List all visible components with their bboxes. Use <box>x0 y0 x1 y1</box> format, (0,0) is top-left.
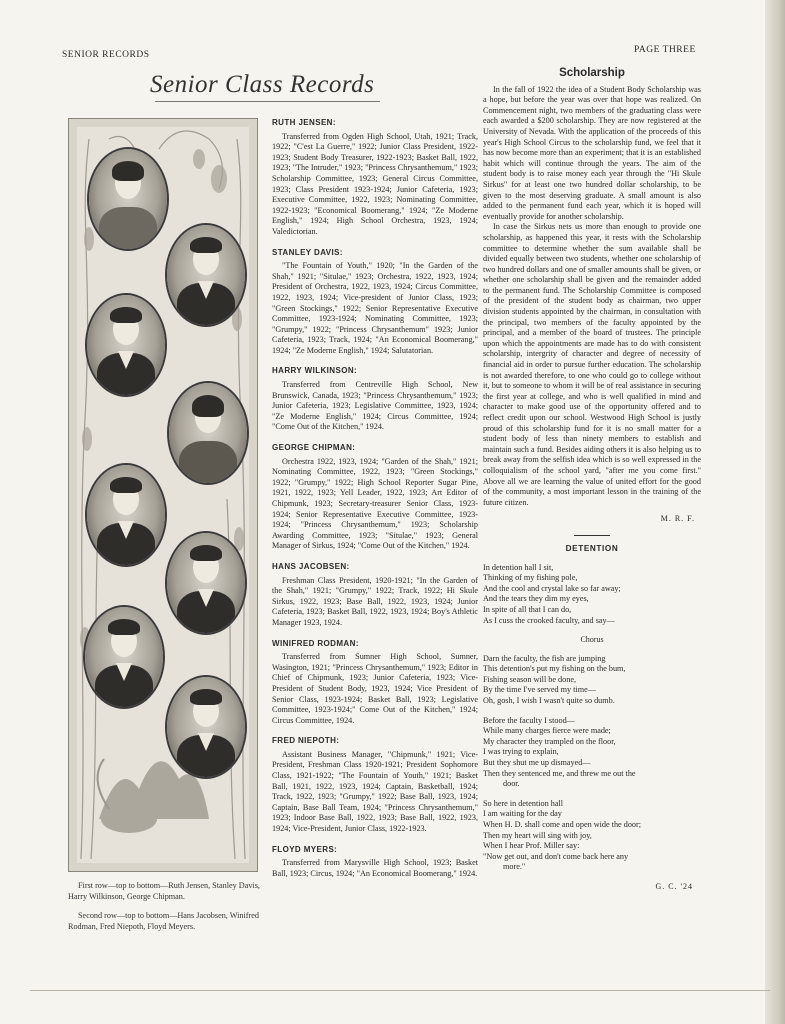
record-text: Transferred from Centreville High School, New Brunswick, Canada, 1923; "Princess Chrysanthemum," 1923; Junior Cafeteria, 1923; Legislative Committee, 1923, 1924; "Ze Moderne English," 1924; Circus Committee, 1924; "Come Out of the Kitchen," 1924. <box>272 380 478 432</box>
portrait-hans-jacobsen <box>165 223 247 327</box>
poem-line: I am waiting for the day <box>483 809 562 819</box>
portrait-ruth-jensen <box>87 147 169 251</box>
portrait-harry-wilkinson <box>85 463 167 567</box>
poem-stanza-4 <box>483 799 701 873</box>
poem-line: Before the faculty I stood— <box>483 715 575 725</box>
record-name: FRED NIEPOTH: <box>272 736 340 746</box>
record-name: WINIFRED RODMAN: <box>272 638 359 648</box>
record-name: HARRY WILKINSON: <box>272 366 358 376</box>
bottom-fold-line <box>30 990 770 991</box>
poem-line: And the tears they dim my eyes, <box>483 594 589 604</box>
right-column <box>483 68 701 893</box>
chorus-label: Chorus <box>580 635 604 645</box>
detention-poem <box>483 563 701 873</box>
record-entry <box>272 248 478 357</box>
record-name: STANLEY DAVIS: <box>272 247 343 257</box>
poem-signature: G. C. '24 <box>655 881 693 891</box>
poem-line: So here in detention hall <box>483 798 564 808</box>
poem-stanza-chorus <box>483 654 701 707</box>
poem-line: While many charges fierce were made; <box>483 726 611 736</box>
record-text: Transferred from Ogden High School, Utah, 1921; Track, 1922; "C'est La Guerre," 1922; Junior Class President, 1922-1923; Student Body Treasurer, 1922-1923; Basket Ball, 1922, 1923; "The Intruder," 1923; "Princess Chrysanthemum," 1923; Scholarship Committee, 1923; General Circus Committee, 1923; Class President 1923-1924; Junior Cafeteria, 1923; Executive Committee, 1922, 1923; Nominating Committee, 1922-1923; "Economical Boomerang," 1924; "Ze Moderne English," 1924; High School Orchestra, 1923, 1924; Valedictorian. <box>272 131 478 236</box>
record-text: Orchestra 1922, 1923, 1924; "Garden of the Shah," 1921; Nominating Committee, 1922, 1923; "Green Stockings," 1922; "Grumpy," 1922; High School Reporter Sugar Pine, 1921, 1922, 1923; Yell Leader, 1922, 1923; Art Editor of Chipmunk, 1923; Secretary-treasurer Senior Class, 1923-1924; Senior Representative Executive Committee, 1923-1924; "Princess Chrysanthemum," 1923; Scholarship Awarding Committee, 1923; "Situlae," 1923; General Manager of Sirkus, 1924; "Come Out of the Kitchen," 1924. <box>272 456 478 551</box>
caption-first-row: First row—top to bottom—Ruth Jensen, Stanley Davis, Harry Wilkinson, George Chipman. <box>68 881 260 901</box>
poem-line: This detention's put my fishing on the bum, <box>483 664 626 674</box>
record-text: Assistant Business Manager, "Chipmunk," 1921; Vice-President, Freshman Class 1920-1921; President Sophomore Class, 1921-1922; "The Fountain of Youth," 1921; Basket Ball, 1921, 1922, 1923, 1924; Captain, Basketball, 1924; Track, 1922, 1923; "Grumpy," 1922; Base Ball, 1923, 1924; Captain, Base Ball Team, 1924; "Princess Chrysanthemum," 1923; Indoor Base Ball, 1922, 1923; Base Ball, 1922, 1923, 1924; Vice-President, Junior Class, 1922-1923. <box>272 749 478 834</box>
record-text: "The Fountain of Youth," 1920; "In the Garden of the Shah," 1921; "Situlae," 1923; Orchestra, 1922, 1923, 1924; President of Orchestra, 1922, 1923, 1924; Circus Committee, 1922, 1923, 1924; Vice-president of Junior Class, 1923; "Green Stockings," 1922; Senior Representative Executive Committee, 1923-1924; Nominating Committee, 1923; "Grumpy," 1922; "Princess Chrysanthemum" 1923; Junior Cafeteria, 1923; Track, 1924; "An Economical Boomerang," 1924; "Ze Moderne English," 1924; Salutatorian. <box>272 261 478 355</box>
poem-line: When H. D. shall come and open wide the door; <box>483 820 642 829</box>
poem-line: By the time I've served my time— <box>483 685 596 695</box>
running-header-left: SENIOR RECORDS <box>62 50 150 60</box>
poem-line: Then my heart will sing with joy, <box>483 830 592 840</box>
record-entry <box>272 118 478 238</box>
portrait-fred-niepoth <box>165 531 247 635</box>
scholarship-paragraph-2: In case the Sirkus nets us more than enough to provide one scholarship, as happened this year, it rests with the Scholarship committee to determine whether the sum available shall be divided equally between two students, whether one scholarship of two hundred dollars and one of smaller amounts shall be given, or whether one scholarship shall be given and the remainder added to the permanent fund. The Scholarship Committee is composed of the president of the student body as chairman, two upper division students appointed by the chairman, in consultation with the principal, two members of the faculty appointed by the principal, and a member of the board of trustees. The principle upon which the appointments are made has to do with consistent scholarship, intergrity of character and degree of necessity of financial aid in order to pursue further education. The scholarship is not awarded therefore, to one who could go to college without it, but to someone to whom it will be of real assistance in securing the first year at college, and who is well qualified in mind and character to make good use of the opportunity offered and to reflect credit upon our school. Westwood High School is justly proud of this scholarship fund for it is no small matter for a student body of less than ninety members to establish and maintain such a fund. Besides aiding others it is also helping us to break away from the selfish idea which is so well expressed in the colloquialism of the school yard, "after me you come first." Above all we are learning the value of united effort for the good of the community, a most important lesson in the training of the future citizen. <box>483 222 701 507</box>
record-name: GEORGE CHIPMAN: <box>272 443 356 453</box>
record-entry <box>272 736 478 834</box>
poem-line: As I cuss the crooked faculty, and say— <box>483 615 615 625</box>
poem-line: Fishing season will be done, <box>483 674 577 684</box>
title-underline <box>155 101 380 102</box>
scholarship-signature: M. R. F. <box>660 514 695 524</box>
record-text: Transferred from Marysville High School, 1923; Basket Ball, 1923; Circus, 1924; "An Economical Boomerang," 1924. <box>272 858 478 878</box>
running-header-right: PAGE THREE <box>634 45 696 55</box>
poem-line: door. <box>503 779 520 789</box>
poem-line: My character they trampled on the floor, <box>483 736 616 746</box>
poem-line: I was trying to explain, <box>483 747 559 757</box>
poem-stanza-3 <box>483 716 701 790</box>
portrait-floyd-myers <box>165 675 247 779</box>
poem-line: In spite of all that I can do, <box>483 604 572 614</box>
record-name: HANS JACOBSEN: <box>272 561 350 571</box>
record-text: Freshman Class President, 1920-1921; "In the Garden of the Shah," 1921; "Grumpy," 1922; Track, 1922; Hi Skule Sirkus, 1922, 1923; Base Ball, 1922, 1923, 1924; Junior Cafeteria, 1923; Basket Ball, 1922, 1923, 1924; Boy's Athletic Manager 1923, 1924. <box>272 575 478 627</box>
portrait-winifred-rodman <box>167 381 249 485</box>
portrait-george-chipman <box>83 605 165 709</box>
record-entry <box>272 443 478 552</box>
poem-stanza-1 <box>483 563 701 627</box>
record-text: Transferred from Sumner High School, Sumner, Wasington, 1921; "Princess Chrysanthemum," 1923; Editor in Chief of Chipmunk, 1923; Junior Cafeteria, 1923; Vice-President of Student Body, 1923, 1924; Vice President of Senior Class, 1923-1924; Basket Ball, 1923; Legislative Committee, 1923-1924;" Come Out of the Kitchen," 1924; Circus Committee, 1924. <box>272 652 478 725</box>
poem-line: Oh, gosh, I wish I wasn't quite so dumb. <box>483 696 615 706</box>
detention-heading: DETENTION <box>565 543 619 553</box>
scholarship-paragraph-1: In the fall of 1922 the idea of a Student Body Scholarship was a hope, but before the year was over that hope was realized. On Commencement night, two members of the graduating class were each awarded a $200 scholarship. They are now registered at the University of Nevada. With the application of the proceeds of this year's High School Circus to the scholarship fund, we feel that it has now become more than an experiment; that it is an established habit which will continue through the years. The aim of the student body is to raise money each year through the "Hi Skule Sirkus" for at least one two hundred dollar scholarship, to be given to the most deserving graduate. A small amount is also added to the permanent fund each year, which it is hoped will eventually provide for another scholarship. <box>483 84 701 221</box>
poem-line: In detention hall I sit, <box>483 562 554 572</box>
poem-line: Thinking of my fishing pole, <box>483 573 578 583</box>
scholarship-heading: Scholarship <box>559 67 625 79</box>
portrait-stanley-davis <box>85 293 167 397</box>
photo-caption <box>68 880 268 940</box>
poem-line: And the cool and crystal lake so far away; <box>483 583 621 593</box>
poem-line: But they shut me up dismayed— <box>483 758 591 768</box>
caption-second-row: Second row—top to bottom—Hans Jacobsen, Winifred Rodman, Fred Niepoth, Floyd Meyers. <box>68 911 259 931</box>
page-edge-shadow <box>765 0 785 1024</box>
poem-line: Then they sentenced me, and threw me out the <box>483 768 636 778</box>
portrait-panel <box>68 118 258 872</box>
record-name: FLOYD MYERS: <box>272 844 338 854</box>
senior-records-column <box>272 118 478 889</box>
page-title: Senior Class Records <box>150 71 375 98</box>
record-entry <box>272 845 478 880</box>
record-entry <box>272 562 478 629</box>
poem-line: When I hear Prof. Miller say: <box>483 841 580 851</box>
record-name: RUTH JENSEN: <box>272 118 336 127</box>
poem-line: Darn the faculty, the fish are jumping <box>483 653 606 663</box>
poem-line: more." <box>503 862 526 872</box>
poem-line: "Now get out, and don't come back here any <box>483 851 629 861</box>
record-entry <box>272 366 478 433</box>
section-divider <box>574 535 610 536</box>
record-entry <box>272 639 478 727</box>
